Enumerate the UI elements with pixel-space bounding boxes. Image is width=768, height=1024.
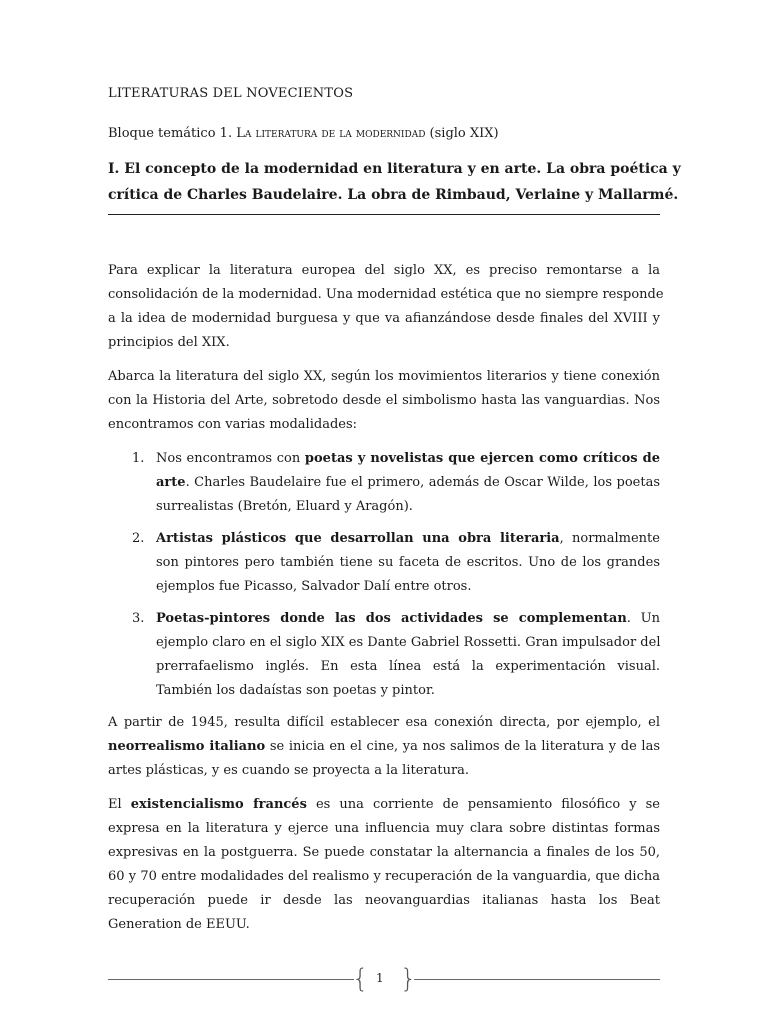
text-line: También los dadaístas son poetas y pintor. xyxy=(156,683,435,698)
word: neovanguardias xyxy=(364,893,470,908)
text-run: es una corriente de pensamiento filosófico y se xyxy=(306,797,660,812)
section-heading-line: crítica de Charles Baudelaire. La obra de Rimbaud, Verlaine y Mallarmé. xyxy=(108,187,679,203)
text-run: . Un xyxy=(626,611,660,626)
word: recuperación xyxy=(108,893,196,908)
text-line: expresa en la literatura y ejerce una influencia muy clara sobre distintas formas xyxy=(108,821,660,836)
bold-run: Poetas-pintores donde las dos actividades se complementan xyxy=(156,611,627,626)
text-line: expresivas en la postguerra. Se puede constatar la alternancia a finales de los 50, xyxy=(108,845,660,860)
text-line: con la Historia del Arte, sobretodo desde el simbolismo hasta las vanguardias. Nos xyxy=(108,393,660,408)
text-line: ejemplo claro en el siglo XIX es Dante Gabriel Rossetti. Gran impulsador del xyxy=(156,635,661,650)
text-line: A partir de 1945, resulta difícil establecer esa conexión directa, por ejemplo, el xyxy=(108,715,660,730)
text-line: Abarca la literatura del siglo XX, según los movimientos literarios y tiene conexión xyxy=(108,369,660,384)
text-line xyxy=(156,527,660,551)
list-item xyxy=(108,447,660,519)
text-run: . Charles Baudelaire fue el primero, además de Oscar Wilde, los poetas xyxy=(185,475,660,490)
text-line: ejemplos fue Picasso, Salvador Dalí entre otros. xyxy=(156,579,472,594)
bold-run: Artistas plásticos que desarrollan una obra literaria xyxy=(156,531,560,546)
text-line xyxy=(156,447,660,471)
document-title: LITERATURAS DEL NOVECIENTOS xyxy=(108,86,354,101)
text-run: , normalmente xyxy=(559,531,660,546)
list-number: 2. xyxy=(132,531,145,546)
section-heading-line: I. El concepto de la modernidad en literatura y en arte. La obra poética y xyxy=(108,161,681,177)
modalities-list xyxy=(108,447,660,703)
text-run: se inicia en el cine, ya nos salimos de la literatura y de las xyxy=(265,739,660,754)
text-line: 60 y 70 entre modalidades del realismo y recuperación de la vanguardia, que dicha xyxy=(108,869,660,884)
word: Beat xyxy=(629,893,660,908)
text-line: a la idea de modernidad burguesa y que va afianzándose desde finales del XVIII y xyxy=(108,311,660,326)
block-title xyxy=(108,124,660,144)
word: ir xyxy=(260,893,271,908)
list-number: 1. xyxy=(132,451,145,466)
footer-bracket-left: { xyxy=(352,964,369,994)
text-line: surrealistas (Bretón, Eluard y Aragón). xyxy=(156,499,413,514)
word: las xyxy=(334,893,353,908)
block-title-suffix: (siglo XIX) xyxy=(425,126,499,141)
bold-run: arte xyxy=(156,475,186,490)
text-line: son pintores pero también tiene su faceta de escritos. Uno de los grandes xyxy=(156,555,660,570)
section-heading xyxy=(108,156,681,215)
word: desde xyxy=(283,893,322,908)
text-line: prerrafaelismo inglés. En esta línea está la experimentación visual. xyxy=(156,659,660,674)
text-line xyxy=(156,471,660,495)
list-number: 3. xyxy=(132,611,145,626)
document-page xyxy=(108,84,681,947)
page-number: 1 xyxy=(376,971,384,985)
footer-rule-right xyxy=(414,979,660,980)
block-title-prefix: Bloque temático 1. xyxy=(108,126,237,141)
text-run: Nos encontramos con xyxy=(156,451,305,466)
word: los xyxy=(598,893,618,908)
text-line: consolidación de la modernidad. Una modernidad estética que no siempre responde xyxy=(108,287,664,302)
text-line: principios del XIX. xyxy=(108,335,230,350)
block-title-smallcaps: La literatura de la modernidad xyxy=(236,126,426,141)
paragraph-2 xyxy=(108,365,660,437)
footer-rule-left xyxy=(108,979,354,980)
text-line xyxy=(108,793,660,817)
text-line: Generation de EEUU. xyxy=(108,917,250,932)
bold-run: neorrealismo italiano xyxy=(108,739,266,754)
word: hasta xyxy=(550,893,587,908)
text-line: encontramos con varias modalidades: xyxy=(108,417,358,432)
paragraph-3 xyxy=(108,711,660,783)
page-footer xyxy=(0,964,768,994)
bold-run: existencialismo francés xyxy=(130,797,307,812)
list-item xyxy=(108,527,660,599)
text-line: artes plásticas, y es cuando se proyecta a la literatura. xyxy=(108,763,470,778)
word: puede xyxy=(207,893,248,908)
text-line: Para explicar la literatura europea del siglo XX, es preciso remontarse a la xyxy=(108,263,660,278)
text-line xyxy=(108,889,660,913)
list-item xyxy=(108,607,660,703)
text-run: El xyxy=(108,797,131,812)
bold-run: poetas y novelistas que ejercen como críticos de xyxy=(304,451,660,466)
footer-bracket-right: } xyxy=(400,964,417,994)
text-line xyxy=(108,735,660,759)
text-line xyxy=(156,607,660,631)
paragraph-1 xyxy=(108,259,664,355)
body-text xyxy=(108,259,664,937)
word: italianas xyxy=(482,893,539,908)
paragraph-4 xyxy=(108,793,660,937)
